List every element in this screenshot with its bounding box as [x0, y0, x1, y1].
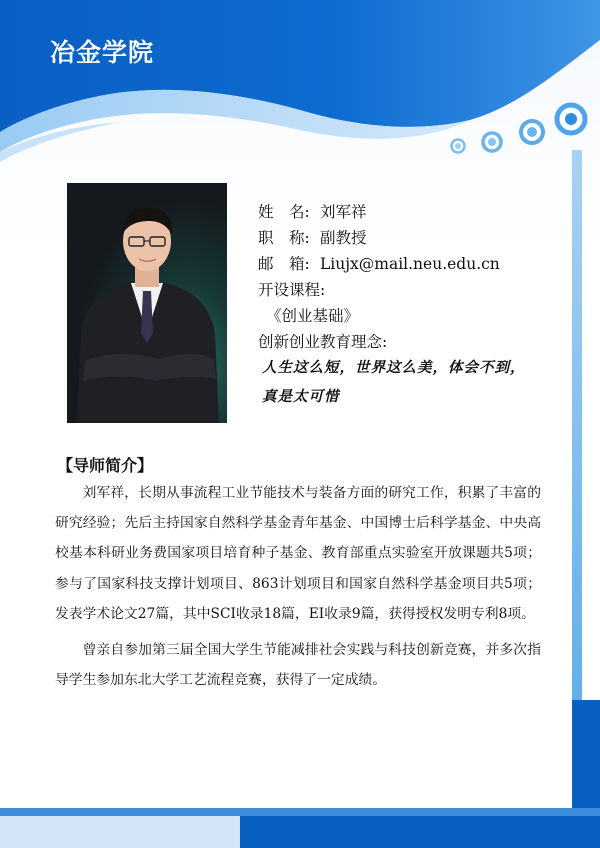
motto-line-2: 真是太可惜	[262, 389, 340, 405]
header-wave-banner	[0, 0, 600, 180]
bottom-frame-right	[240, 816, 600, 848]
title-label: 职 称:	[258, 229, 310, 247]
name-label: 姓 名:	[258, 203, 310, 221]
corner-block	[572, 700, 600, 808]
motto-line-1: 人生这么短，世界这么美，体会不到，	[262, 360, 526, 376]
philosophy-label: 创新创业教育理念:	[258, 333, 388, 351]
profile-info	[258, 199, 500, 355]
course-value: 《创业基础》	[266, 307, 360, 325]
bio-paragraph-1: 刘军祥，长期从事流程工业节能技术与装备方面的研究工作，积累了丰富的研究经验；先后主持国家自然科学基金青年基金、中国博士后科学基金、中央高校基本科研业务费国家项目培育种子基金、教育部重点实验室开放课题共5项；参与了国家科技支撑计划项目、863计划项目和国家自然科学基金项目共5项；发表学术论文27篇，其中SCI收录18篇，EI收录9篇，获得授权发明专利8项。	[55, 485, 541, 622]
bottom-frame-left	[0, 816, 240, 848]
bio-text	[55, 478, 541, 695]
email-row	[258, 251, 500, 277]
email-value: Liujx@mail.neu.edu.cn	[320, 255, 500, 273]
title-value: 副教授	[320, 229, 367, 247]
bottom-frame-line	[0, 808, 600, 816]
course-label: 开设课程:	[258, 281, 326, 299]
portrait-photo	[67, 183, 227, 423]
name-row	[258, 199, 500, 225]
bio-paragraph-2: 曾亲自参加第三届全国大学生节能减排社会实践与科技创新竞赛，并多次指导学生参加东北大学工艺流程竞赛，获得了一定成绩。	[55, 642, 541, 689]
name-value: 刘军祥	[320, 203, 367, 221]
title-row	[258, 225, 500, 251]
college-title: 冶金学院	[50, 38, 155, 67]
bio-heading: 【导师简介】	[57, 456, 154, 475]
email-label: 邮 箱:	[258, 255, 310, 273]
